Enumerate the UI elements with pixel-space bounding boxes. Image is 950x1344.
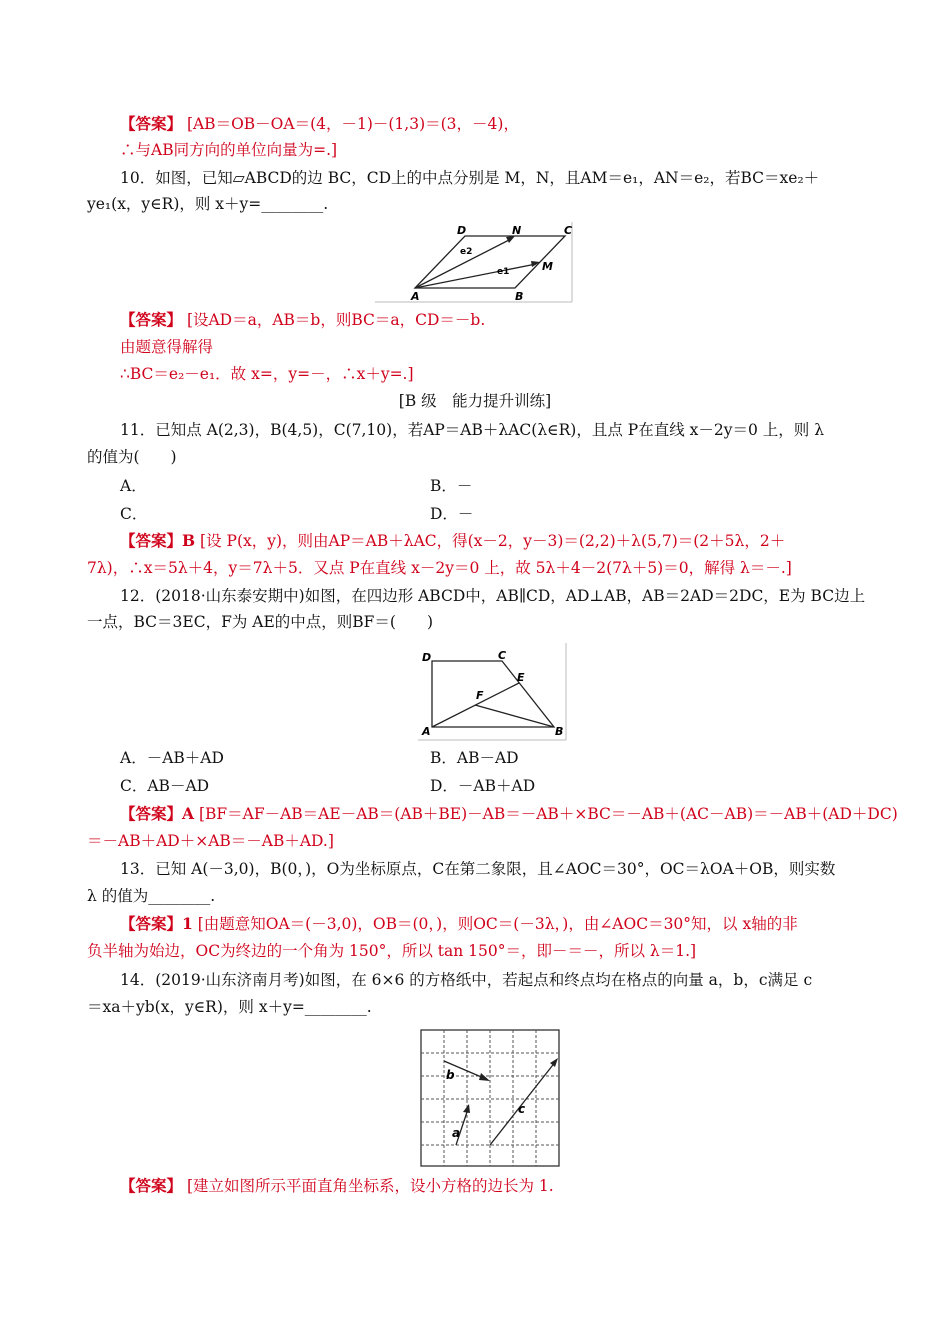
- q11-answer-text: [设 P(x，y)，则由AP＝AB＋λAC，得(x－2，y－3)＝(2,2)＋λ(5,7)＝(2＋5λ，2＋: [195, 532, 786, 550]
- q9-answer-line1: [120, 114, 519, 134]
- label-b: b: [446, 1068, 455, 1082]
- q12-answer-line1: [120, 804, 898, 824]
- label-e2: e2: [460, 247, 473, 257]
- q13-stem-line2: λ 的值为________.: [87, 887, 216, 905]
- answer-tag: 【答案】: [120, 1176, 183, 1195]
- q13-answer-text: [由题意知OA＝(－3,0)，OB＝(0，)，则OC＝(－3λ，)，由∠AOC＝30°知，以 x轴的非: [192, 915, 798, 933]
- q10-answer-text: [设AD＝a，AB＝b，则BC＝a，CD＝－b.: [182, 311, 486, 329]
- q12-option-b: B．AB－AD: [430, 749, 519, 767]
- q11-option-d: D．－: [430, 505, 474, 523]
- answer-tag: 【答案】A: [120, 804, 195, 823]
- label-a: a: [452, 1126, 461, 1140]
- q11-stem-line2: 的值为( ): [87, 448, 177, 466]
- q14-stem-line1: 14．(2019·山东济南月考)如图，在 6×6 的方格纸中，若起点和终点均在格点的向量 a，b，c满足 c: [120, 971, 813, 989]
- q14-grid-figure: [418, 1027, 566, 1169]
- q14-answer-text: [建立如图所示平面直角坐标系，设小方格的边长为 1.: [182, 1177, 554, 1195]
- q10-stem-line1: 10．如图，已知▱ABCD的边 BC，CD上的中点分别是 M，N，且AM＝e₁，AN＝e₂，若BC＝xe₂＋: [120, 169, 820, 187]
- q11-option-b: B．－: [430, 477, 473, 495]
- q14-stem-line2: ＝xa＋yb(x，y∈R)，则 x＋y=________.: [87, 998, 372, 1016]
- q14-answer-line1: [120, 1176, 554, 1196]
- label-B: B: [515, 290, 524, 303]
- label-E: E: [517, 671, 525, 684]
- label-D: D: [457, 224, 467, 237]
- label-F: F: [476, 689, 484, 702]
- answer-tag: 【答案】: [120, 310, 183, 329]
- q11-answer-line2: 7λ)，∴x＝5λ＋4，y＝7λ＋5．又点 P在直线 x－2y＝0 上，故 5λ＋4－2(7λ＋5)＝0，解得 λ＝－.]: [87, 559, 792, 577]
- q12-answer-text: [BF＝AF－AB＝AE－AB＝(AB＋BE)－AB＝－AB＋×BC＝－AB＋(AC－AB)＝－AB＋(AD＋DC): [194, 805, 898, 823]
- q13-answer-line1: [120, 914, 798, 934]
- answer-tag: 【答案】1: [120, 914, 193, 933]
- label-B: B: [555, 725, 564, 738]
- label-C: C: [564, 224, 573, 237]
- q10-answer-line2: 由题意得解得: [120, 338, 214, 356]
- q13-answer-line2: 负半轴为始边，OC为终边的一个角为 150°，所以 tan 150°＝，即－＝－，所以 λ＝1.]: [87, 942, 697, 960]
- q12-option-a: A．－AB＋AD: [120, 749, 224, 767]
- q11-option-c: C．: [120, 505, 148, 523]
- q9-answer-text: [AB＝OB－OA＝(4，－1)－(1,3)＝(3，－4)，: [182, 115, 519, 133]
- q12-stem-line1: 12．(2018·山东泰安期中)如图，在四边形 ABCD中，AB∥CD，AD⊥AB，AB＝2AD＝2DC，E为 BC边上: [120, 587, 866, 605]
- q12-quadrilateral-figure: [418, 643, 568, 743]
- q10-answer-line1: [120, 310, 485, 330]
- q11-answer-line1: [120, 531, 785, 551]
- q10-parallelogram-figure: [375, 222, 575, 304]
- q13-stem-line1: 13．已知 A(－3,0)，B(0，)，O为坐标原点，C在第二象限，且∠AOC＝30°，OC＝λOA＋OB，则实数: [120, 860, 836, 878]
- label-A: A: [422, 725, 431, 738]
- label-M: M: [542, 260, 553, 273]
- q12-stem-line2: 一点，BC＝3EC，F为 AE的中点，则BF＝( ): [87, 613, 434, 631]
- q10-stem-line2: ye₁(x，y∈R)，则 x＋y=________.: [87, 195, 329, 213]
- q12-option-c: C．AB－AD: [120, 777, 210, 795]
- q11-option-a: A．: [120, 477, 147, 495]
- q12-option-d: D．－AB＋AD: [430, 777, 536, 795]
- q12-answer-line2: ＝－AB＋AD＋×AB＝－AB＋AD.]: [87, 832, 334, 850]
- answer-tag: 【答案】B: [120, 531, 196, 550]
- label-c: c: [518, 1102, 526, 1116]
- answer-tag: 【答案】: [120, 114, 183, 133]
- label-C: C: [498, 649, 507, 662]
- q11-stem-line1: 11．已知点 A(2,3)，B(4,5)，C(7,10)，若AP＝AB＋λAC(λ∈R)，且点 P在直线 x－2y＝0 上，则 λ: [120, 421, 825, 439]
- label-N: N: [512, 224, 522, 237]
- label-D: D: [422, 651, 432, 664]
- q9-answer-line2: ∴与AB同方向的单位向量为=.]: [120, 141, 338, 159]
- q10-answer-line3: ∴BC＝e₂－e₁．故 x=，y=－，∴x＋y=.]: [120, 365, 414, 383]
- label-A: A: [411, 290, 420, 303]
- label-e1: e1: [497, 267, 510, 277]
- section-b-heading: [B 级 能力提升训练]: [398, 392, 552, 410]
